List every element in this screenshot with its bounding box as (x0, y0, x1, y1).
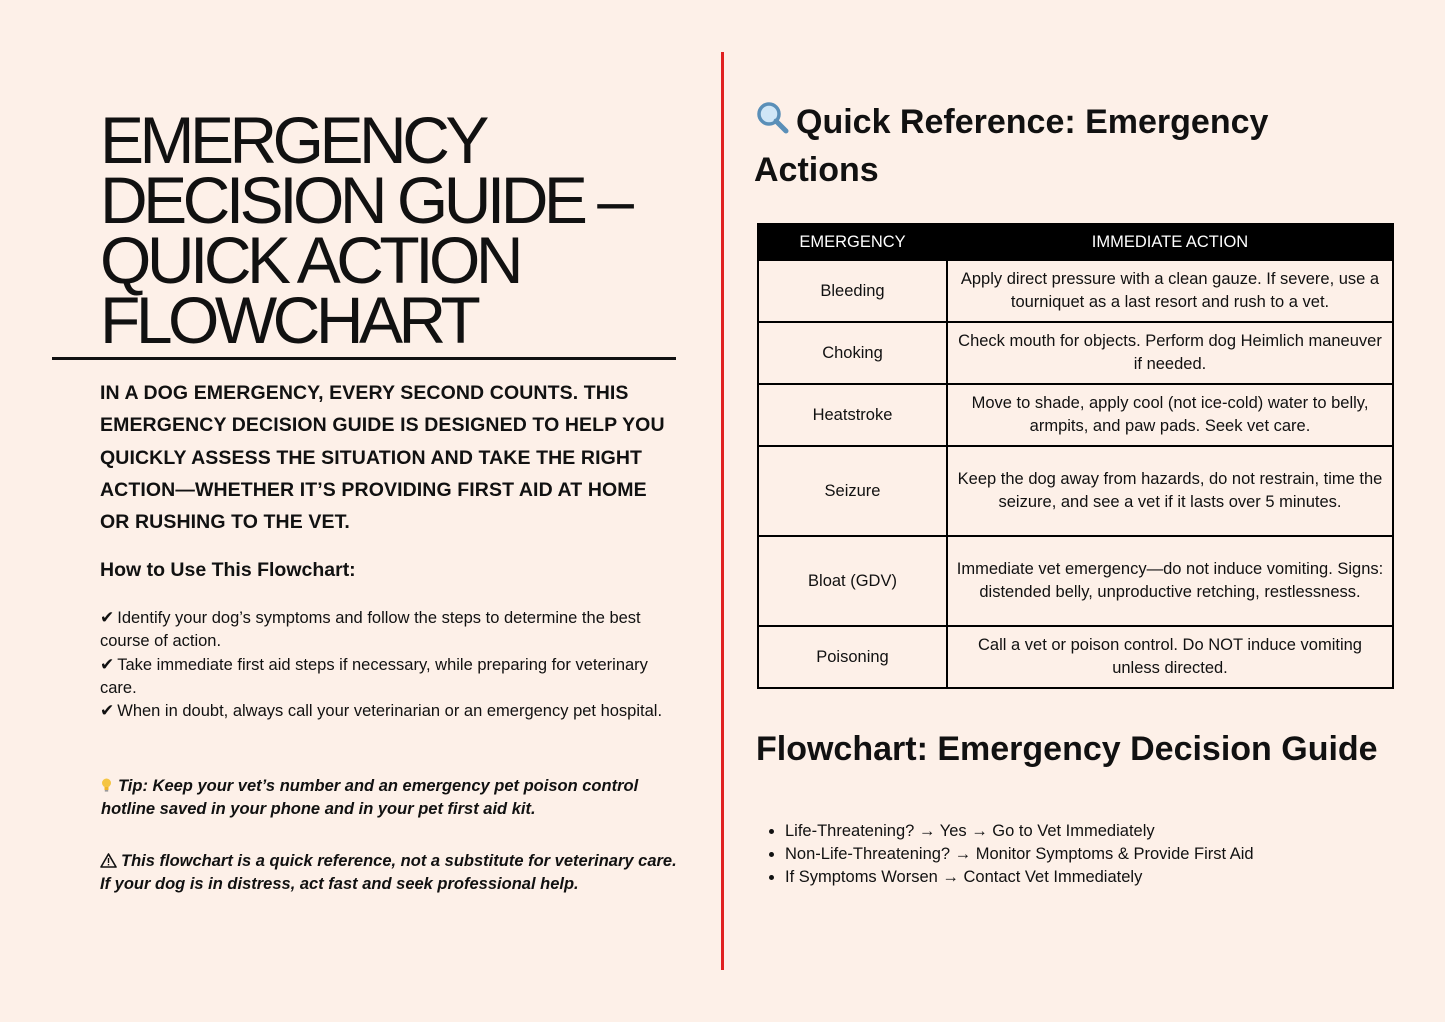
flowchart-title: Flowchart: Emergency Decision Guide (756, 730, 1378, 768)
flowchart-list (785, 820, 1254, 889)
how-to-step-text: Identify your dog’s symptoms and follow the steps to determine the best course of action. (100, 609, 641, 651)
warning-text: This flowchart is a quick reference, not a substitute for veterinary care. If your dog is in distress, act fast and seek professional help. (100, 852, 677, 894)
column-divider (721, 52, 724, 970)
table-cell-emergency: Bloat (GDV) (758, 536, 947, 626)
warning-icon (100, 853, 117, 868)
emergency-actions-table (757, 223, 1394, 689)
flowchart-item: • Life-Threatening? → Yes → Go to Vet Immediately (785, 820, 1254, 843)
lightbulb-icon (101, 778, 112, 792)
table-row (758, 384, 1393, 446)
table-cell-action: Check mouth for objects. Perform dog Heimlich maneuver if needed. (947, 322, 1393, 384)
table-row (758, 626, 1393, 688)
tip-note (101, 775, 691, 822)
table-cell-action: Keep the dog away from hazards, do not restrain, time the seizure, and see a vet if it lasts over 5 minutes. (947, 446, 1393, 536)
flowchart-item: • If Symptoms Worsen → Contact Vet Immediately (785, 866, 1254, 889)
table-cell-emergency: Bleeding (758, 260, 947, 322)
table-header-immediate-action: IMMEDIATE ACTION (947, 224, 1393, 260)
table-row (758, 536, 1393, 626)
magnifying-glass-icon (754, 100, 790, 136)
table-cell-emergency: Heatstroke (758, 384, 947, 446)
table-cell-emergency: Choking (758, 322, 947, 384)
how-to-step (100, 607, 680, 654)
title-underline (52, 357, 676, 360)
table-cell-action: Apply direct pressure with a clean gauze. If severe, use a tourniquet as a last resort and rush to a vet. (947, 260, 1393, 322)
how-to-step (100, 654, 680, 701)
table-cell-action: Move to shade, apply cool (not ice-cold) water to belly, armpits, and paw pads. Seek vet care. (947, 384, 1393, 446)
table-cell-action: Immediate vet emergency—do not induce vomiting. Signs: distended belly, unproductive retching, restlessness. (947, 536, 1393, 626)
quick-reference-title-text: Quick Reference: Emergency Actions (754, 103, 1269, 189)
table-row (758, 260, 1393, 322)
table-row (758, 322, 1393, 384)
table-row (758, 446, 1393, 536)
how-to-steps-list (100, 607, 680, 723)
checkmark-icon: ✔ (100, 608, 115, 628)
intro-paragraph: IN A DOG EMERGENCY, EVERY SECOND COUNTS. THIS EMERGENCY DECISION GUIDE IS DESIGNED TO HELP YOU QUICKLY ASSESS THE SITUATION AND TAKE THE RIGHT ACTION—WHETHER IT’S PROVIDING FIRST AID AT HOME OR RUSHING TO THE VET. (100, 382, 665, 534)
table-cell-emergency: Seizure (758, 446, 947, 536)
page-title: EMERGENCY DECISION GUIDE – QUICK ACTION FLOWCHART (100, 103, 630, 357)
checkmark-icon: ✔ (100, 654, 115, 675)
checkmark-icon: ✔ (100, 701, 115, 722)
how-to-step (100, 700, 680, 723)
warning-note (100, 850, 690, 897)
tip-text: Tip: Keep your vet’s number and an emergency pet poison control hotline saved in your phone and in your pet first aid kit. (101, 777, 639, 819)
table-header-row (758, 224, 1393, 260)
quick-reference-title (754, 98, 1394, 194)
how-to-heading: How to Use This Flowchart: (100, 559, 356, 581)
table-header-emergency: EMERGENCY (758, 224, 947, 260)
how-to-step-text: When in doubt, always call your veterinarian or an emergency pet hospital. (117, 702, 663, 721)
how-to-step-text: Take immediate first aid steps if necessary, while preparing for veterinary care. (100, 655, 648, 697)
table-cell-emergency: Poisoning (758, 626, 947, 688)
table-cell-action: Call a vet or poison control. Do NOT induce vomiting unless directed. (947, 626, 1393, 688)
flowchart-item: • Non-Life-Threatening? → Monitor Symptoms & Provide First Aid (785, 843, 1254, 866)
